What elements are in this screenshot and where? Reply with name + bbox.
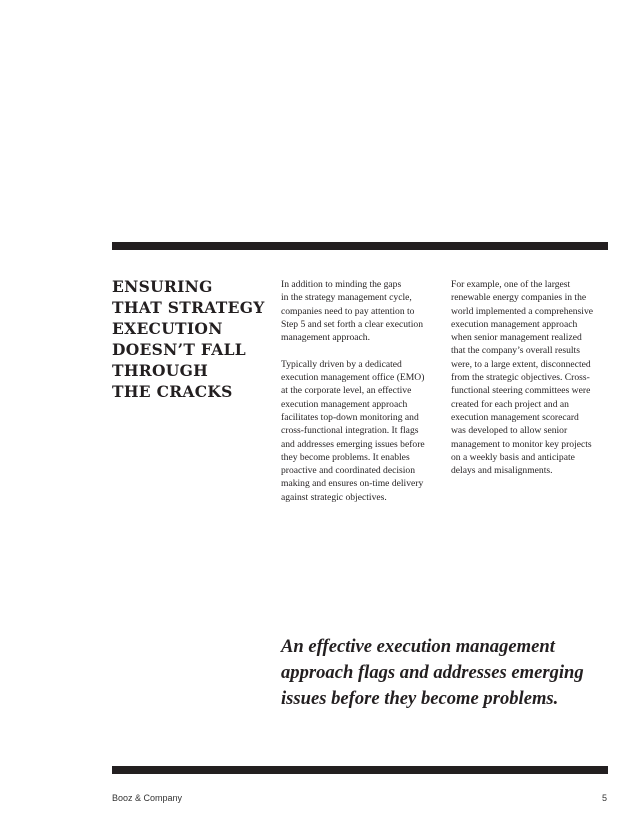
heading-line: EXECUTION xyxy=(112,319,223,338)
section-heading xyxy=(112,276,272,402)
heading-line: DOESN’T FALL xyxy=(112,340,246,359)
text-line: execution management approach xyxy=(281,398,408,410)
heading-line: THAT STRATEGY xyxy=(112,298,265,317)
text-line: proactive and coordinated decision xyxy=(281,465,415,477)
pull-quote-line: approach flags and addresses emerging xyxy=(281,662,584,683)
text-line: execution management approach xyxy=(451,318,578,330)
text-line: in the strategy management cycle, xyxy=(281,292,412,304)
top-divider-bar xyxy=(112,242,608,250)
text-line: they become problems. It enables xyxy=(281,451,410,463)
text-line: at the corporate level, an effective xyxy=(281,385,412,397)
body-paragraph xyxy=(451,278,611,477)
text-line: that the company’s overall results xyxy=(451,345,580,357)
text-line: renewable energy companies in the xyxy=(451,292,587,304)
bottom-divider-bar xyxy=(112,766,608,774)
text-line: execution management office (EMO) xyxy=(281,372,425,384)
body-column-2 xyxy=(451,278,611,491)
text-line: facilitates top-down monitoring and xyxy=(281,411,419,423)
text-line: created for each project and an xyxy=(451,398,569,410)
text-line: execution management scorecard xyxy=(451,411,579,423)
text-line: world implemented a comprehensive xyxy=(451,305,593,317)
text-line: and addresses emerging issues before xyxy=(281,438,425,450)
text-line: when senior management realized xyxy=(451,332,582,344)
text-line: Step 5 and set forth a clear execution xyxy=(281,318,423,330)
heading-line: THROUGH xyxy=(112,361,209,380)
body-column-1 xyxy=(281,278,439,517)
text-line: on a weekly basis and anticipate xyxy=(451,451,575,463)
text-line: management to monitor key projects xyxy=(451,438,592,450)
body-paragraph xyxy=(281,278,439,344)
text-line: cross-functional integration. It flags xyxy=(281,425,419,437)
text-line: functional steering committees were xyxy=(451,385,591,397)
footer-publisher: Booz & Company xyxy=(112,793,183,803)
text-line: from the strategic objectives. Cross- xyxy=(451,372,590,384)
text-line: against strategic objectives. xyxy=(281,491,387,503)
body-paragraph xyxy=(281,358,439,504)
text-line: making and ensures on-time delivery xyxy=(281,478,424,490)
pull-quote xyxy=(281,634,611,712)
heading-line: ENSURING xyxy=(112,277,213,296)
pull-quote-line: An effective execution management xyxy=(281,636,555,657)
text-line: management approach. xyxy=(281,332,370,344)
text-line: For example, one of the largest xyxy=(451,279,571,290)
text-line: companies need to pay attention to xyxy=(281,305,415,317)
text-line: was developed to allow senior xyxy=(451,425,568,437)
text-line: In addition to minding the gaps xyxy=(281,279,402,290)
heading-line: THE CRACKS xyxy=(112,382,233,401)
text-line: were, to a large extent, disconnected xyxy=(451,358,591,370)
pull-quote-line: issues before they become problems. xyxy=(281,688,559,709)
footer-page-number: 5 xyxy=(601,793,607,803)
text-line: delays and misalignments. xyxy=(451,465,553,477)
text-line: Typically driven by a dedicated xyxy=(281,358,402,370)
